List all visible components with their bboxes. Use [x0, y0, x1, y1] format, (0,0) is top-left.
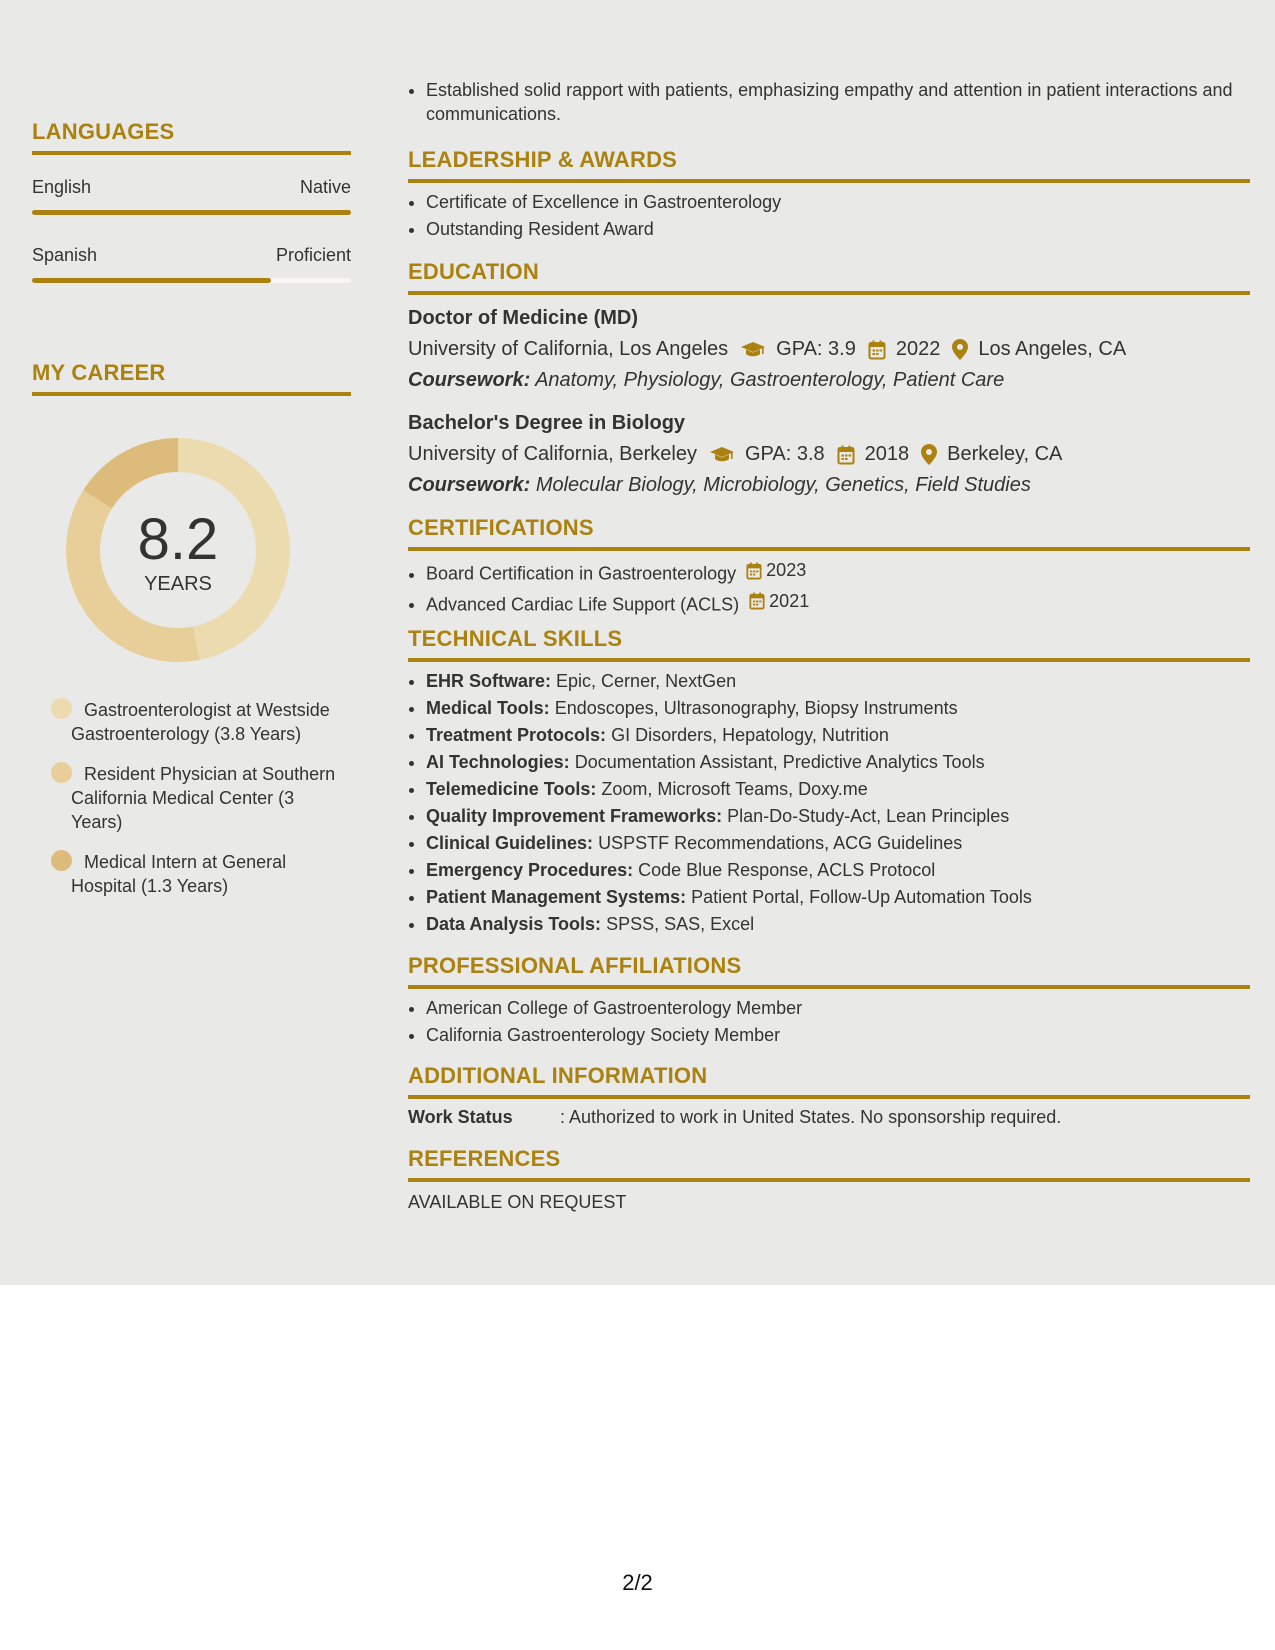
graduation-cap-icon	[709, 446, 735, 464]
education-entry	[408, 307, 1250, 392]
experience-carryover	[408, 78, 1250, 126]
additional-title: ADDITIONAL INFORMATION	[408, 1063, 708, 1088]
leadership-item: • Outstanding Resident Award	[426, 216, 1250, 243]
skill-value: Endoscopes, Ultrasonography, Biopsy Instruments	[554, 698, 958, 718]
language-proficiency-fill	[32, 278, 271, 283]
skill-item	[426, 749, 1250, 776]
education-section	[408, 259, 1250, 497]
career-title: MY CAREER	[32, 360, 166, 385]
leadership-item: • Certificate of Excellence in Gastroenterology	[426, 189, 1250, 216]
skill-value: SPSS, SAS, Excel	[606, 914, 755, 934]
language-item	[32, 177, 351, 215]
education-year: 2022	[895, 338, 941, 360]
calendar-icon	[837, 445, 855, 465]
language-proficiency-fill	[32, 210, 351, 215]
legend-label: Medical Intern at General Hospital (1.3 Years)	[71, 852, 287, 896]
references-text: AVAILABLE ON REQUEST	[408, 1192, 627, 1212]
affiliations-section	[408, 953, 1250, 1049]
donut-segment	[83, 438, 178, 508]
skill-label: EHR Software:	[426, 671, 552, 691]
education-rule	[408, 291, 1250, 295]
legend-item	[51, 698, 341, 746]
languages-rule	[32, 151, 351, 155]
work-status-row	[408, 1107, 1250, 1128]
career-donut-chart	[66, 438, 290, 662]
skill-item	[426, 857, 1250, 884]
skill-item	[426, 884, 1250, 911]
language-name: English	[32, 177, 92, 197]
calendar-icon	[746, 562, 762, 580]
career-section	[32, 360, 351, 396]
skill-label: Treatment Protocols:	[426, 725, 607, 745]
skill-item	[426, 722, 1250, 749]
skills-rule	[408, 658, 1250, 662]
coursework-label: Coursework:	[408, 474, 531, 496]
leadership-rule	[408, 179, 1250, 183]
coursework-label: Coursework:	[408, 369, 531, 391]
references-section	[408, 1146, 1250, 1213]
certification-year: 2023	[766, 560, 807, 580]
work-status-label: Work Status	[408, 1107, 513, 1127]
legend-label: Gastroenterologist at Westside Gastroenterology (3.8 Years)	[71, 700, 330, 744]
calendar-icon	[749, 592, 765, 610]
skill-value: Patient Portal, Follow-Up Automation Tools	[691, 887, 1032, 907]
language-level: Proficient	[275, 245, 351, 265]
education-degree: Doctor of Medicine (MD)	[408, 307, 638, 329]
skill-label: Medical Tools:	[426, 698, 550, 718]
certification-item	[426, 557, 1250, 588]
education-degree: Bachelor's Degree in Biology	[408, 412, 686, 434]
education-entry	[408, 412, 1250, 497]
language-proficiency-bar	[32, 278, 351, 283]
location-pin-icon	[921, 444, 937, 465]
education-gpa: GPA: 3.8	[745, 443, 825, 465]
language-proficiency-bar	[32, 210, 351, 215]
certification-item	[426, 588, 1250, 619]
skill-label: AI Technologies:	[426, 752, 570, 772]
legend-dot	[51, 762, 72, 783]
coursework-list: Molecular Biology, Microbiology, Genetics, Field Studies	[535, 474, 1031, 496]
education-title: EDUCATION	[408, 259, 539, 284]
skill-value: Documentation Assistant, Predictive Analytics Tools	[574, 752, 985, 772]
certification-year: 2021	[769, 590, 810, 611]
coursework-list: Anatomy, Physiology, Gastroenterology, Patient Care	[535, 369, 1005, 391]
languages-title: LANGUAGES	[32, 119, 175, 144]
certifications-rule	[408, 547, 1250, 551]
graduation-cap-icon	[740, 341, 766, 359]
legend-item	[51, 762, 341, 834]
language-name: Spanish	[32, 245, 98, 265]
skill-item	[426, 668, 1250, 695]
skill-label: Patient Management Systems:	[426, 887, 687, 907]
skill-item	[426, 911, 1250, 938]
skill-value: Zoom, Microsoft Teams, Doxy.me	[601, 779, 868, 799]
education-location: Los Angeles, CA	[978, 338, 1127, 360]
calendar-icon	[868, 340, 886, 360]
legend-item	[51, 850, 341, 898]
career-rule	[32, 392, 351, 396]
language-level: Native	[299, 177, 351, 197]
affiliations-title: PROFESSIONAL AFFILIATIONS	[408, 953, 742, 978]
career-total-unit: YEARS	[144, 573, 212, 595]
education-school: University of California, Los Angeles	[408, 338, 729, 360]
experience-bullet: • Established solid rapport with patients, emphasizing empathy and attention in patient interactions and communications.	[426, 78, 1250, 126]
skill-value: USPSTF Recommendations, ACG Guidelines	[598, 833, 963, 853]
skill-item	[426, 830, 1250, 857]
page-number: 2/2	[622, 1570, 653, 1595]
references-title: REFERENCES	[408, 1146, 561, 1171]
career-legend	[51, 698, 341, 914]
certification-name: Board Certification in Gastroenterology	[426, 563, 737, 584]
legend-label: Resident Physician at Southern California Medical Center (3 Years)	[71, 764, 336, 832]
skill-item	[426, 803, 1250, 830]
career-total-value: 8.2	[137, 507, 219, 572]
education-year: 2018	[864, 443, 910, 465]
skill-item	[426, 776, 1250, 803]
skills-title: TECHNICAL SKILLS	[408, 626, 623, 651]
skill-value: Code Blue Response, ACLS Protocol	[638, 860, 936, 880]
leadership-title: LEADERSHIP & AWARDS	[408, 147, 678, 172]
skill-label: Telemedicine Tools:	[426, 779, 597, 799]
education-location: Berkeley, CA	[947, 443, 1063, 465]
legend-dot	[51, 850, 72, 871]
skill-value: Plan-Do-Study-Act, Lean Principles	[727, 806, 1010, 826]
additional-rule	[408, 1095, 1250, 1099]
language-item	[32, 245, 351, 283]
skill-label: Clinical Guidelines:	[426, 833, 594, 853]
certifications-section	[408, 515, 1250, 618]
skills-section	[408, 626, 1250, 938]
leadership-section	[408, 147, 1250, 243]
skill-value: Epic, Cerner, NextGen	[556, 671, 737, 691]
skill-value: GI Disorders, Hepatology, Nutrition	[611, 725, 889, 745]
references-rule	[408, 1178, 1250, 1182]
certification-name: Advanced Cardiac Life Support (ACLS)	[426, 594, 740, 614]
skill-label: Emergency Procedures:	[426, 860, 634, 880]
skill-item	[426, 695, 1250, 722]
work-status-value: : Authorized to work in United States. No sponsorship required.	[560, 1107, 1062, 1127]
affiliation-item: • California Gastroenterology Society Member	[426, 1022, 1250, 1049]
affiliations-rule	[408, 985, 1250, 989]
legend-dot	[51, 698, 72, 719]
location-pin-icon	[952, 339, 968, 360]
certifications-title: CERTIFICATIONS	[408, 515, 594, 540]
languages-section	[32, 119, 351, 283]
affiliation-item: • American College of Gastroenterology Member	[426, 995, 1250, 1022]
skill-label: Data Analysis Tools:	[426, 914, 602, 934]
skill-label: Quality Improvement Frameworks:	[426, 806, 723, 826]
additional-section	[408, 1063, 1250, 1128]
education-gpa: GPA: 3.9	[776, 338, 856, 360]
education-school: University of California, Berkeley	[408, 443, 697, 465]
